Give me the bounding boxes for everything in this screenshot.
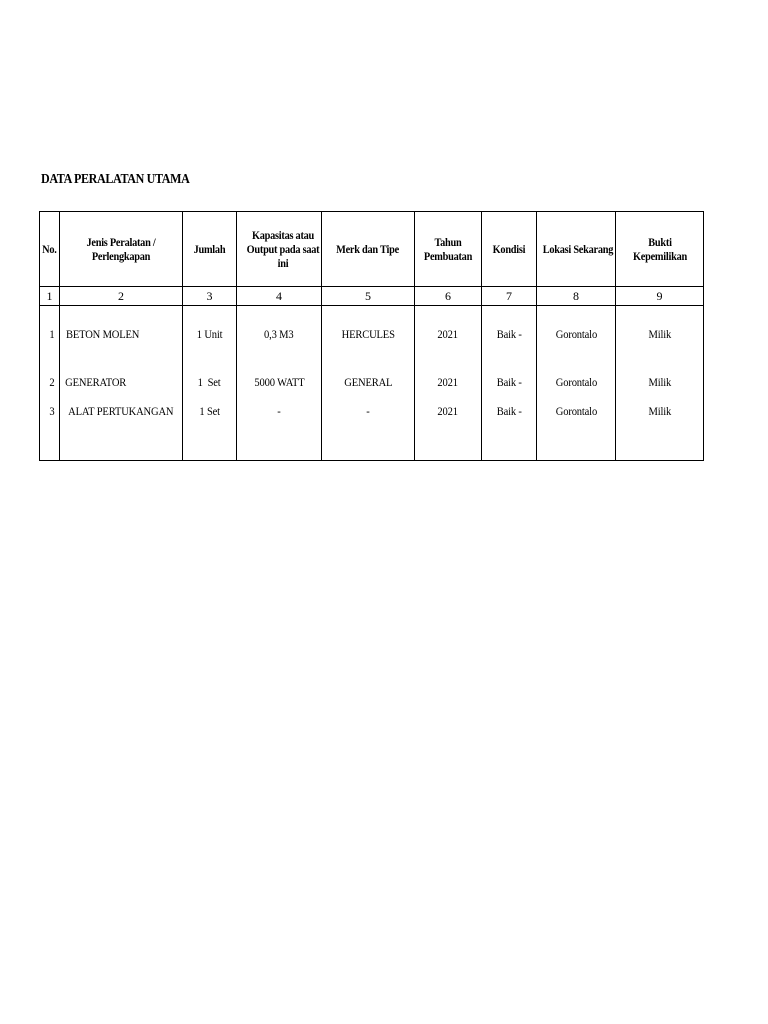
cell-no: 2 [40, 362, 60, 402]
cell-tahun: 2021 [415, 362, 482, 402]
cell-kapasitas: 0,3 M3 [237, 306, 322, 363]
column-number: 3 [183, 287, 237, 306]
table-row [40, 362, 704, 402]
cell-kapasitas: 5000 WATT [237, 362, 322, 402]
cell-tahun: 2021 [415, 306, 482, 363]
header-tahun: Tahun Pembuatan [415, 212, 482, 287]
column-number: 7 [482, 287, 537, 306]
cell-merk: HERCULES [322, 306, 415, 363]
cell-jenis: ALAT PERTUKANGAN [60, 402, 183, 461]
column-number: 8 [537, 287, 616, 306]
cell-jumlah: 1 Set [183, 362, 237, 402]
header-bukti: Bukti Kepemilikan [616, 212, 704, 287]
cell-jenis: BETON MOLEN [60, 306, 183, 363]
cell-bukti: Milik [616, 306, 704, 363]
cell-lokasi: Gorontalo [537, 402, 616, 461]
header-merk: Merk dan Tipe [322, 212, 415, 287]
cell-kondisi: Baik - [482, 402, 537, 461]
header-row [40, 212, 704, 287]
cell-kapasitas: - [237, 402, 322, 461]
cell-jumlah: 1 Unit [183, 306, 237, 363]
cell-kondisi: Baik - [482, 306, 537, 363]
column-number: 9 [616, 287, 704, 306]
column-number: 2 [60, 287, 183, 306]
cell-bukti: Milik [616, 362, 704, 402]
cell-merk: GENERAL [322, 362, 415, 402]
header-kapasitas: Kapasitas atau Output pada saat ini [237, 212, 322, 287]
column-number: 6 [415, 287, 482, 306]
table-row [40, 402, 704, 461]
table-row [40, 306, 704, 363]
column-number: 5 [322, 287, 415, 306]
cell-no: 3 [40, 402, 60, 461]
column-number-row [40, 287, 704, 306]
cell-jenis: GENERATOR [60, 362, 183, 402]
cell-bukti: Milik [616, 402, 704, 461]
header-lokasi: Lokasi Sekarang [537, 212, 616, 287]
cell-jumlah: 1 Set [183, 402, 237, 461]
equipment-table [39, 211, 704, 461]
cell-no: 1 [40, 306, 60, 363]
cell-kondisi: Baik - [482, 362, 537, 402]
column-number: 1 [40, 287, 60, 306]
cell-merk: - [322, 402, 415, 461]
header-no: No. [40, 212, 60, 287]
cell-tahun: 2021 [415, 402, 482, 461]
header-kondisi: Kondisi [482, 212, 537, 287]
cell-lokasi: Gorontalo [537, 306, 616, 363]
header-jumlah: Jumlah [183, 212, 237, 287]
header-jenis: Jenis Peralatan / Perlengkapan [60, 212, 183, 287]
document-title: DATA PERALATAN UTAMA [41, 172, 190, 187]
column-number: 4 [237, 287, 322, 306]
cell-lokasi: Gorontalo [537, 362, 616, 402]
